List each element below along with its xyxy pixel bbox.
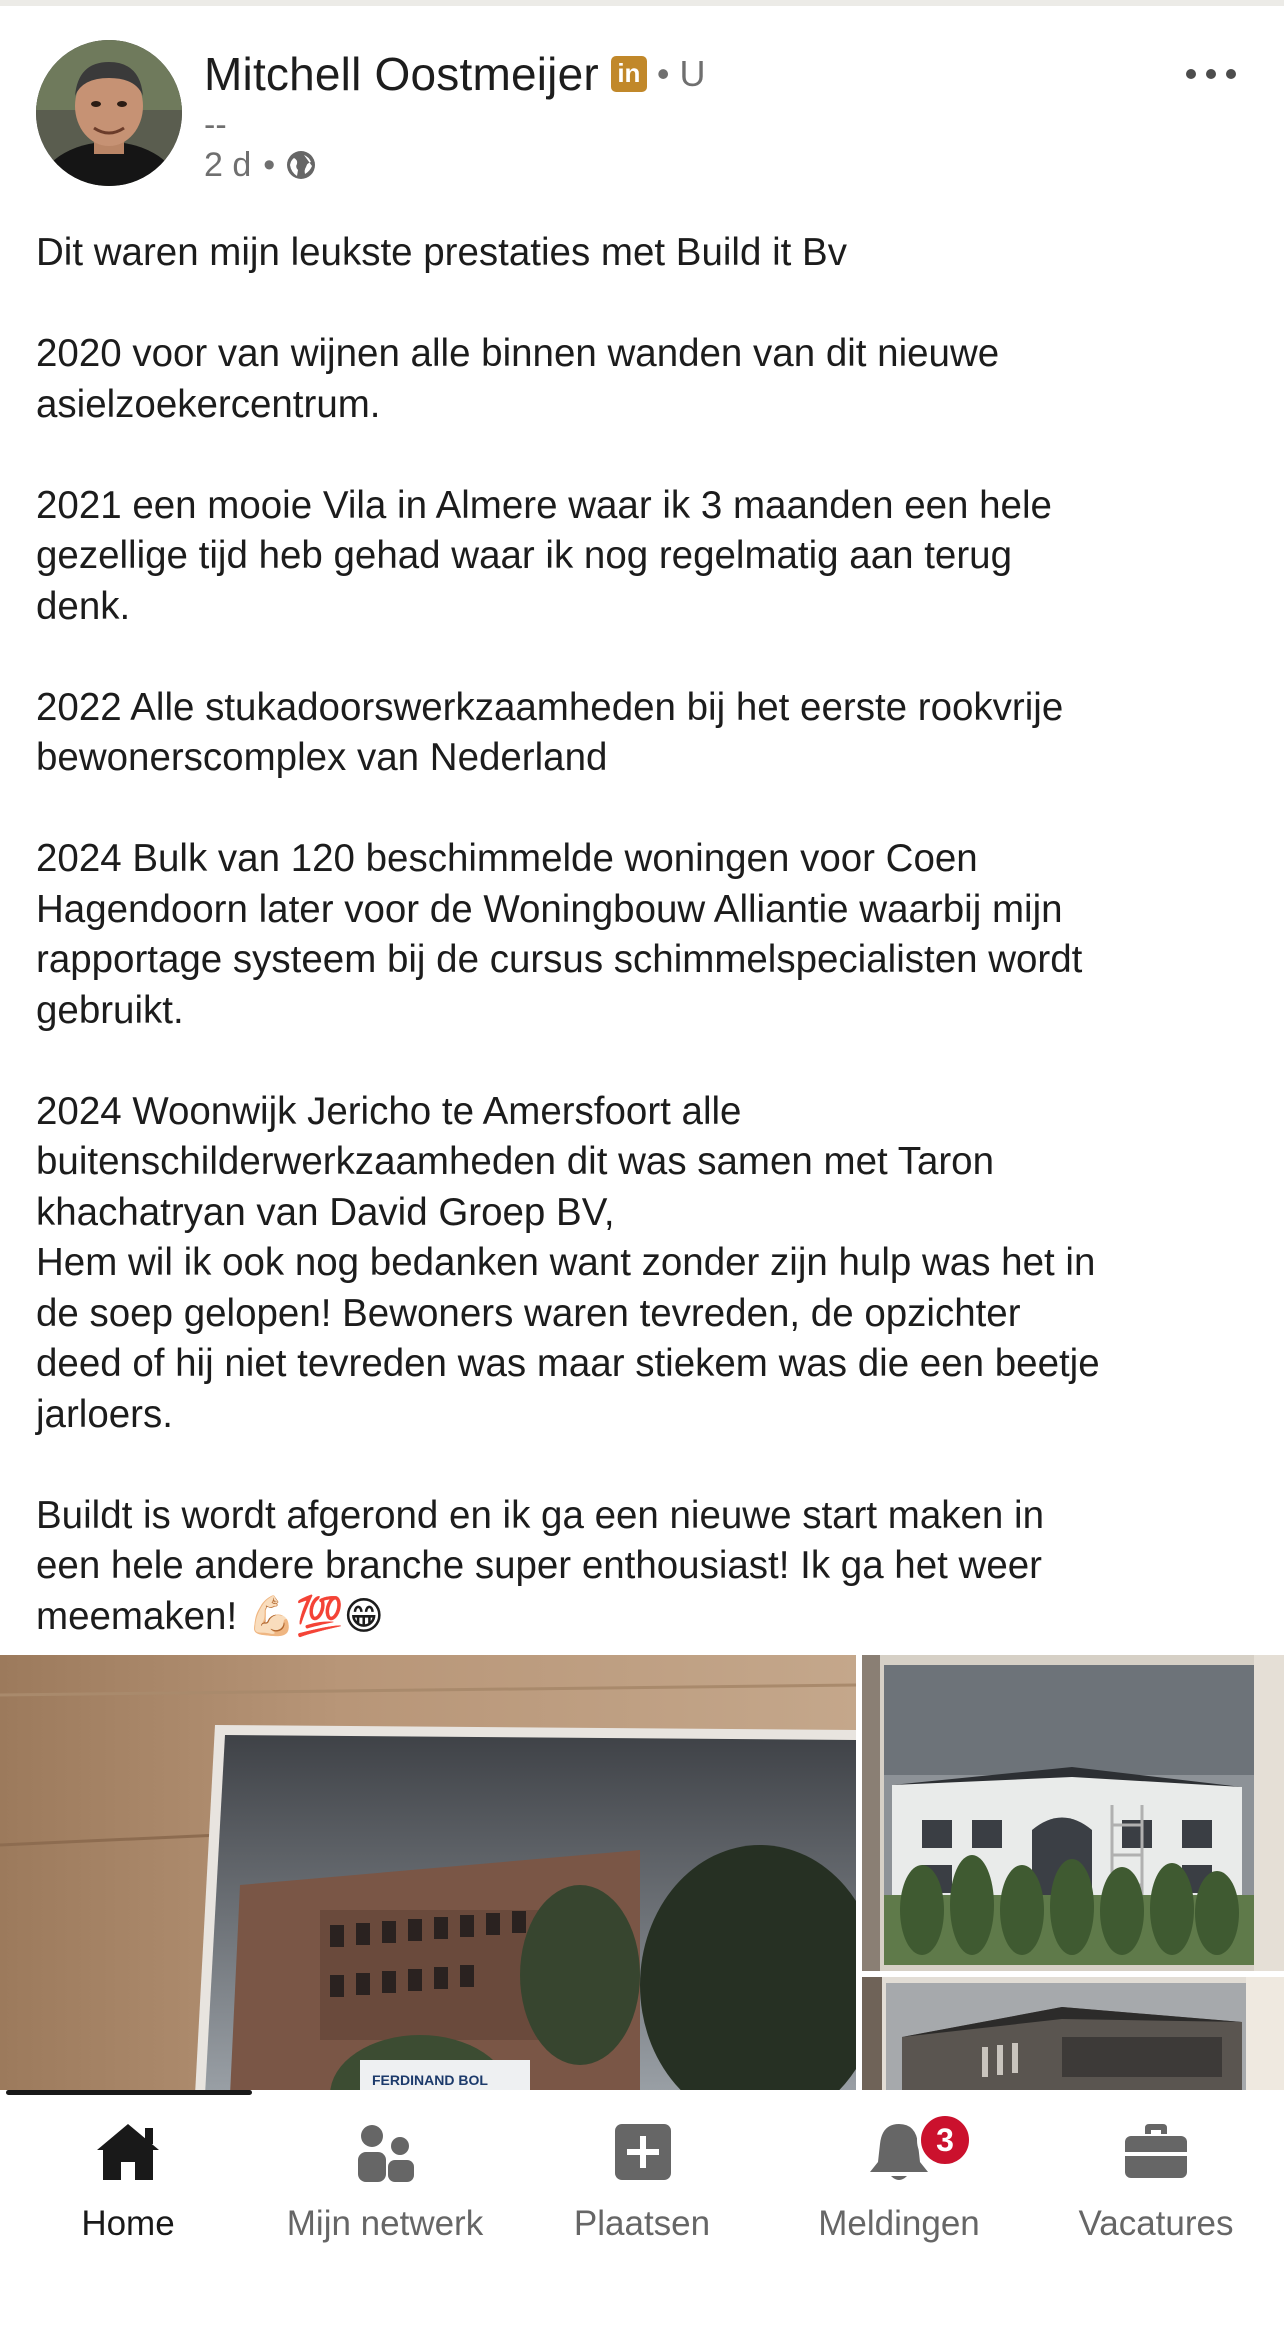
post-meta: [204, 142, 317, 188]
meta-separator: •: [263, 145, 276, 184]
add-post-icon: [607, 2120, 677, 2184]
post-text-line: deed of hij niet tevreden was maar stiekem was die een beetje: [36, 1342, 1100, 1385]
post-text-line: 2024 Bulk van 120 beschimmelde woningen voor Coen: [36, 837, 978, 880]
post-text-line: buitenschilderwerkzaamheden dit was samen met Taron: [36, 1140, 995, 1183]
post-time: 2 d: [204, 145, 252, 184]
author-name[interactable]: Mitchell Oostmeijer: [204, 48, 599, 100]
tab-notifications-label: Meldingen: [818, 2204, 980, 2243]
post-paragraph: [36, 1491, 1252, 1643]
home-icon: [93, 2120, 163, 2184]
post-text-line: gebruikt.: [36, 988, 184, 1032]
post-paragraph: [36, 481, 1252, 633]
post-text-line: 2024 Woonwijk Jericho te Amersfoort alle: [36, 1089, 742, 1133]
post-text-line: bewonerscomplex van Nederland: [36, 736, 608, 779]
tab-my-network[interactable]: [257, 2100, 513, 2243]
complex-photo: [862, 1977, 1284, 2095]
post-image-gallery[interactable]: [0, 1655, 1284, 2095]
post-image-complex[interactable]: [862, 1977, 1284, 2095]
tab-home-label: Home: [81, 2204, 175, 2243]
people-icon: [350, 2120, 420, 2184]
post-text-line: Hem wil ik ook nog bedanken want zonder zijn hulp was het in: [36, 1241, 1096, 1284]
more-options-icon[interactable]: [1186, 54, 1236, 94]
post-header: [36, 40, 1248, 190]
tab-post[interactable]: [514, 2100, 770, 2243]
post-text-line: 2021 een mooie Vila in Almere waar ik 3 maanden een hele: [36, 483, 1052, 527]
post-image-villa[interactable]: [862, 1655, 1284, 1971]
bottom-tab-bar: [0, 2090, 1284, 2327]
post-text-line: Buildt is wordt afgerond en ik ga een nieuwe start maken in: [36, 1493, 1044, 1537]
post-text-line: khachatryan van David Groep BV,: [36, 1190, 615, 1234]
tab-jobs[interactable]: [1028, 2100, 1284, 2243]
post-text-line: asielzoekercentrum.: [36, 382, 381, 426]
tab-home[interactable]: [0, 2100, 256, 2243]
tab-my-network-label: Mijn netwerk: [286, 2204, 484, 2243]
post-text-line: jarloers.: [36, 1392, 173, 1436]
avatar-photo: [36, 40, 182, 186]
tab-notifications[interactable]: [771, 2100, 1027, 2243]
active-tab-indicator: [6, 2090, 252, 2095]
post-text-line: gezellige tijd heb gehad waar ik nog regelmatig aan terug: [36, 534, 1012, 577]
building-photo: [0, 1655, 856, 2095]
author-headline: --: [204, 106, 227, 144]
tab-jobs-label: Vacatures: [1078, 2204, 1234, 2243]
post-image-building[interactable]: [0, 1655, 856, 2095]
post-body: [36, 228, 1252, 1642]
post-text-line: rapportage systeem bij de cursus schimmelspecialisten wordt: [36, 938, 1083, 981]
sign-text: FERDINAND BOL: [372, 2072, 488, 2088]
post-text-line: denk.: [36, 584, 131, 628]
post-paragraph: [36, 329, 1252, 430]
post-text-line: Dit waren mijn leukste prestaties met Build it Bv: [36, 231, 847, 274]
linkedin-premium-icon: in: [611, 56, 647, 92]
post-text-line: een hele andere branche super enthousiast! Ik ga het weer: [36, 1544, 1042, 1587]
connection-degree: • U: [656, 53, 706, 94]
author-avatar[interactable]: [36, 40, 182, 186]
post-text-line: Hagendoorn later voor de Woningbouw Alliantie waarbij mijn: [36, 887, 1063, 931]
post-paragraph: [36, 228, 1252, 279]
post-paragraph: [36, 683, 1252, 784]
globe-icon: [285, 149, 317, 181]
briefcase-icon: [1121, 2120, 1191, 2184]
post-text-line: 2020 voor van wijnen alle binnen wanden van dit nieuwe: [36, 332, 1000, 375]
post-text-line: meemaken! 💪🏻💯😁: [36, 1594, 384, 1638]
villa-photo: [862, 1655, 1284, 1971]
post-text-line: 2022 Alle stukadoorswerkzaamheden bij het eerste rookvrije: [36, 685, 1064, 729]
notification-count-badge: 3: [917, 2112, 973, 2168]
post-paragraph: [36, 834, 1252, 1036]
tab-post-label: Plaatsen: [573, 2204, 711, 2243]
post-text-line: de soep gelopen! Bewoners waren tevreden, de opzichter: [36, 1291, 1021, 1335]
post-paragraph: [36, 1087, 1252, 1441]
top-divider: [0, 0, 1284, 6]
author-line: [204, 44, 706, 104]
